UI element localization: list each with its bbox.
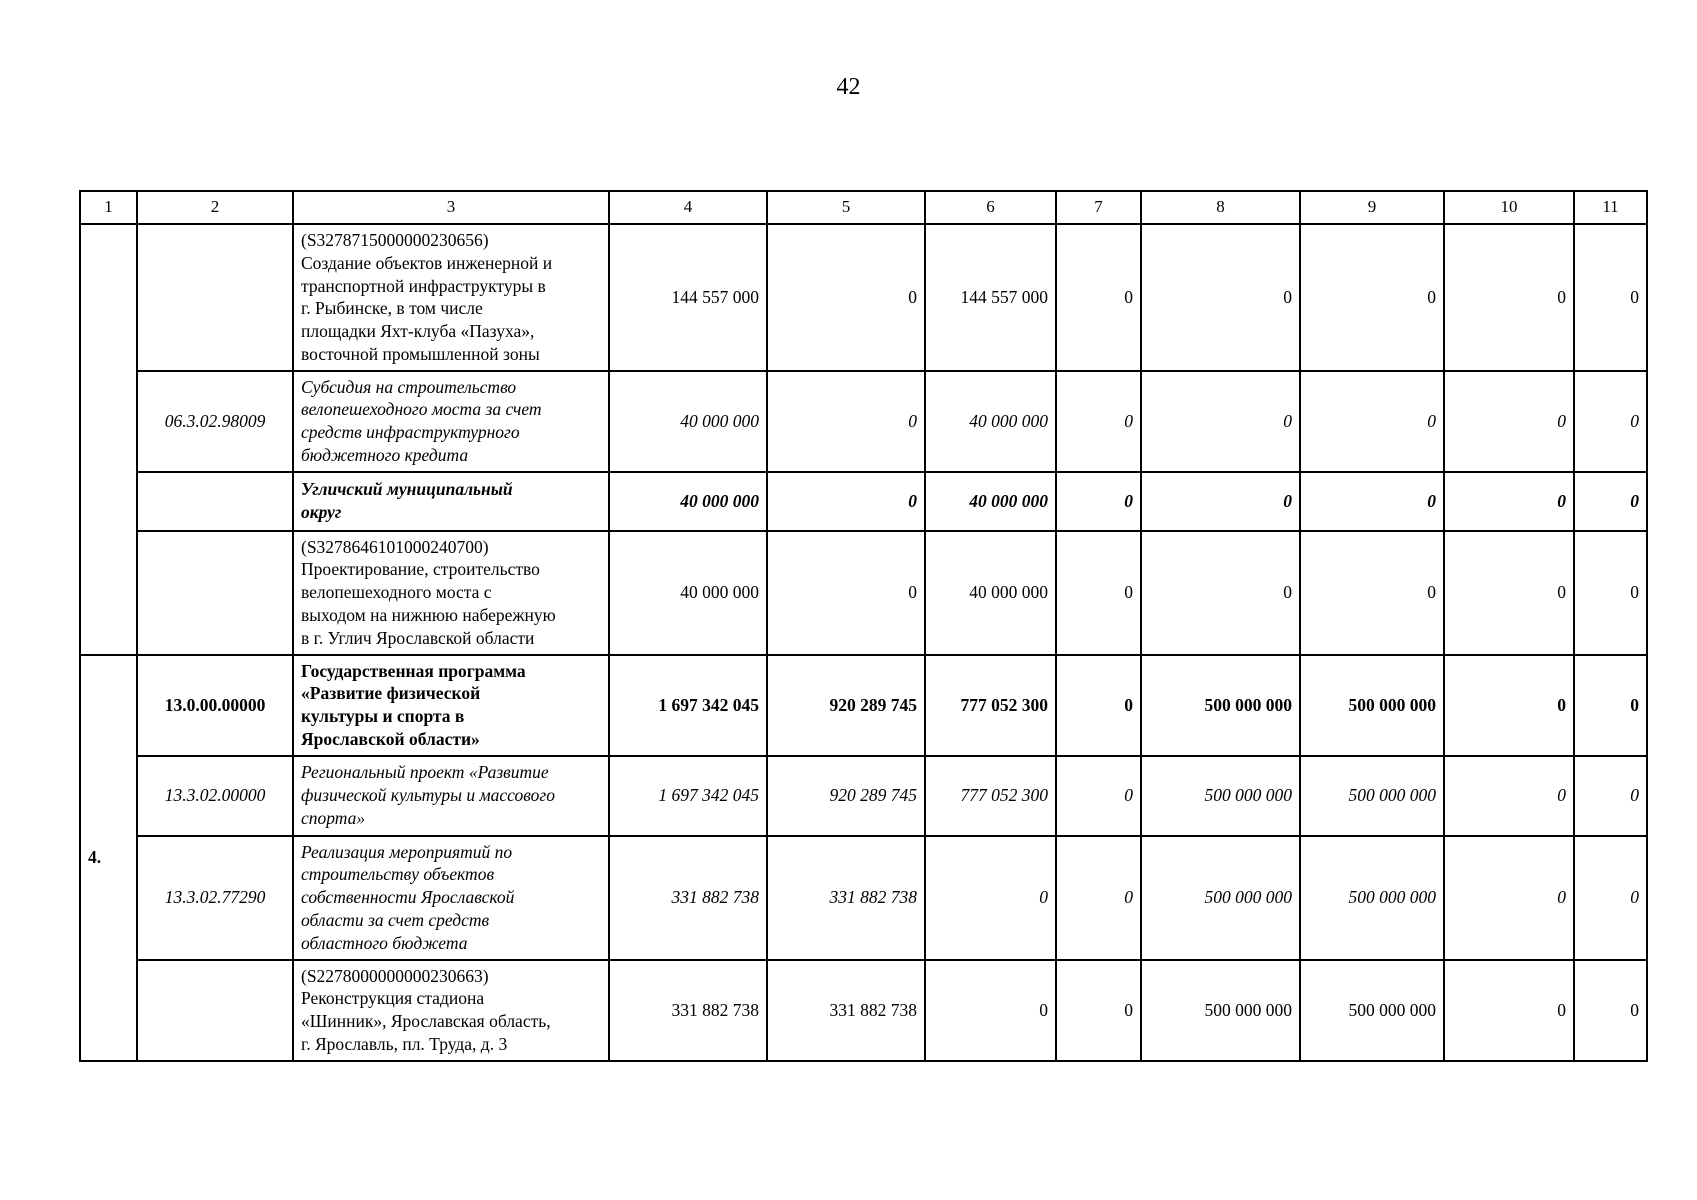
description-cell [293, 756, 609, 836]
description-line: Создание объектов инженерной и [301, 252, 553, 273]
amount-cell-col-7: 0 [1056, 960, 1141, 1061]
amount-cell-col-5: 920 289 745 [767, 756, 925, 836]
amount-cell-col-10: 0 [1444, 224, 1574, 371]
description-line: Реконструкция стадиона [301, 988, 485, 1009]
amount-cell-col-11: 0 [1574, 531, 1647, 655]
description-line: г. Рыбинске, в том числе [301, 298, 483, 319]
amount-cell-col-8: 500 000 000 [1141, 756, 1300, 836]
description-line: восточной промышленной зоны [301, 343, 540, 364]
description-line: Угличский муниципальный [301, 479, 513, 500]
amount-cell-col-9: 0 [1300, 371, 1444, 472]
description-cell [293, 531, 609, 655]
column-header-2: 2 [137, 191, 293, 224]
description-line: строительству объектов [301, 864, 495, 885]
amount-cell-col-9: 0 [1300, 472, 1444, 531]
amount-cell-col-10: 0 [1444, 836, 1574, 960]
amount-cell-col-6: 777 052 300 [925, 655, 1056, 756]
amount-cell-col-7: 0 [1056, 472, 1141, 531]
description-line: собственности Ярославской [301, 887, 515, 908]
budget-code-cell [137, 472, 293, 531]
amount-cell-col-10: 0 [1444, 756, 1574, 836]
amount-cell-col-7: 0 [1056, 531, 1141, 655]
row-group-index [80, 224, 137, 655]
budget-code-cell: 13.0.00.00000 [137, 655, 293, 756]
table-row [80, 655, 1647, 756]
column-header-5: 5 [767, 191, 925, 224]
description-line: г. Ярославль, пл. Труда, д. 3 [301, 1033, 508, 1054]
amount-cell-col-5: 331 882 738 [767, 960, 925, 1061]
description-line: физической культуры и массового [301, 785, 555, 806]
amount-cell-col-8: 500 000 000 [1141, 960, 1300, 1061]
description-line: велопешеходного моста за счет [301, 399, 542, 420]
column-header-10: 10 [1444, 191, 1574, 224]
description-line: велопешеходного моста с [301, 582, 492, 603]
description-line: «Развитие физической [301, 683, 481, 704]
description-cell [293, 472, 609, 531]
amount-cell-col-6: 40 000 000 [925, 531, 1056, 655]
budget-code-cell [137, 960, 293, 1061]
description-line: (S3278646101000240700) [301, 536, 489, 557]
column-header-7: 7 [1056, 191, 1141, 224]
description-line: бюджетного кредита [301, 444, 469, 465]
amount-cell-col-5: 0 [767, 371, 925, 472]
table-row [80, 472, 1647, 531]
budget-code-cell [137, 531, 293, 655]
description-line: в г. Углич Ярославской области [301, 627, 535, 648]
description-line: (S3278715000000230656) [301, 230, 489, 250]
table-row [80, 224, 1647, 371]
column-header-1: 1 [80, 191, 137, 224]
description-line: Субсидия на строительство [301, 376, 517, 397]
row-group-index: 4. [80, 655, 137, 1061]
amount-cell-col-9: 500 000 000 [1300, 960, 1444, 1061]
amount-cell-col-8: 500 000 000 [1141, 836, 1300, 960]
description-cell [293, 836, 609, 960]
amount-cell-col-6: 144 557 000 [925, 224, 1056, 371]
amount-cell-col-6: 0 [925, 836, 1056, 960]
amount-cell-col-7: 0 [1056, 371, 1141, 472]
amount-cell-col-5: 0 [767, 224, 925, 371]
amount-cell-col-11: 0 [1574, 371, 1647, 472]
amount-cell-col-6: 777 052 300 [925, 756, 1056, 836]
amount-cell-col-7: 0 [1056, 224, 1141, 371]
table-body [80, 224, 1647, 1061]
amount-cell-col-4: 1 697 342 045 [609, 756, 767, 836]
amount-cell-col-8: 0 [1141, 224, 1300, 371]
column-header-11: 11 [1574, 191, 1647, 224]
amount-cell-col-5: 920 289 745 [767, 655, 925, 756]
description-line: «Шинник», Ярославская область, [301, 1011, 551, 1031]
description-cell [293, 960, 609, 1061]
description-line: выходом на нижнюю набережную [301, 604, 556, 625]
amount-cell-col-11: 0 [1574, 756, 1647, 836]
table-header [80, 191, 1647, 224]
amount-cell-col-10: 0 [1444, 371, 1574, 472]
budget-code-cell: 13.3.02.00000 [137, 756, 293, 836]
amount-cell-col-9: 0 [1300, 224, 1444, 371]
amount-cell-col-10: 0 [1444, 960, 1574, 1061]
amount-cell-col-11: 0 [1574, 960, 1647, 1061]
amount-cell-col-10: 0 [1444, 472, 1574, 531]
amount-cell-col-4: 331 882 738 [609, 960, 767, 1061]
amount-cell-col-10: 0 [1444, 531, 1574, 655]
description-line: транспортной инфраструктуры в [301, 275, 546, 296]
table-row [80, 756, 1647, 836]
amount-cell-col-8: 0 [1141, 531, 1300, 655]
amount-cell-col-9: 500 000 000 [1300, 756, 1444, 836]
table-row [80, 836, 1647, 960]
amount-cell-col-6: 40 000 000 [925, 371, 1056, 472]
description-line: области за счет средств [301, 909, 490, 930]
description-line: спорта» [301, 807, 366, 828]
budget-code-cell: 13.3.02.77290 [137, 836, 293, 960]
description-cell [293, 655, 609, 756]
description-line: площадки Яхт-клуба «Пазуха», [301, 321, 535, 341]
description-line: (S2278000000000230663) [301, 965, 489, 986]
description-cell [293, 224, 609, 371]
amount-cell-col-8: 500 000 000 [1141, 655, 1300, 756]
amount-cell-col-11: 0 [1574, 655, 1647, 756]
amount-cell-col-6: 0 [925, 960, 1056, 1061]
amount-cell-col-11: 0 [1574, 836, 1647, 960]
column-header-9: 9 [1300, 191, 1444, 224]
description-line: Региональный проект «Развитие [301, 762, 549, 783]
amount-cell-col-5: 0 [767, 531, 925, 655]
amount-cell-col-9: 0 [1300, 531, 1444, 655]
table-row [80, 371, 1647, 472]
amount-cell-col-4: 1 697 342 045 [609, 655, 767, 756]
column-header-4: 4 [609, 191, 767, 224]
amount-cell-col-4: 144 557 000 [609, 224, 767, 371]
description-line: областного бюджета [301, 932, 468, 953]
amount-cell-col-4: 40 000 000 [609, 472, 767, 531]
description-line: Проектирование, строительство [301, 559, 540, 580]
table-row [80, 960, 1647, 1061]
amount-cell-col-11: 0 [1574, 224, 1647, 371]
budget-code-cell: 06.3.02.98009 [137, 371, 293, 472]
header-row [80, 191, 1647, 224]
budget-code-cell [137, 224, 293, 371]
description-cell [293, 371, 609, 472]
amount-cell-col-10: 0 [1444, 655, 1574, 756]
amount-cell-col-11: 0 [1574, 472, 1647, 531]
amount-cell-col-9: 500 000 000 [1300, 655, 1444, 756]
column-header-3: 3 [293, 191, 609, 224]
description-line: Ярославской области» [301, 728, 480, 749]
amount-cell-col-4: 40 000 000 [609, 371, 767, 472]
amount-cell-col-7: 0 [1056, 836, 1141, 960]
amount-cell-col-8: 0 [1141, 371, 1300, 472]
amount-cell-col-9: 500 000 000 [1300, 836, 1444, 960]
amount-cell-col-6: 40 000 000 [925, 472, 1056, 531]
amount-cell-col-4: 40 000 000 [609, 531, 767, 655]
amount-cell-col-7: 0 [1056, 756, 1141, 836]
table-row [80, 531, 1647, 655]
budget-table [79, 190, 1648, 1062]
description-line: культуры и спорта в [301, 706, 465, 726]
amount-cell-col-8: 0 [1141, 472, 1300, 531]
description-line: средств инфраструктурного [301, 422, 520, 442]
column-header-6: 6 [925, 191, 1056, 224]
amount-cell-col-7: 0 [1056, 655, 1141, 756]
amount-cell-col-4: 331 882 738 [609, 836, 767, 960]
description-line: Реализация мероприятий по [301, 841, 513, 862]
amount-cell-col-5: 331 882 738 [767, 836, 925, 960]
description-line: округ [301, 502, 342, 522]
description-line: Государственная программа [301, 660, 526, 681]
column-header-8: 8 [1141, 191, 1300, 224]
page-number: 42 [836, 74, 861, 100]
amount-cell-col-5: 0 [767, 472, 925, 531]
